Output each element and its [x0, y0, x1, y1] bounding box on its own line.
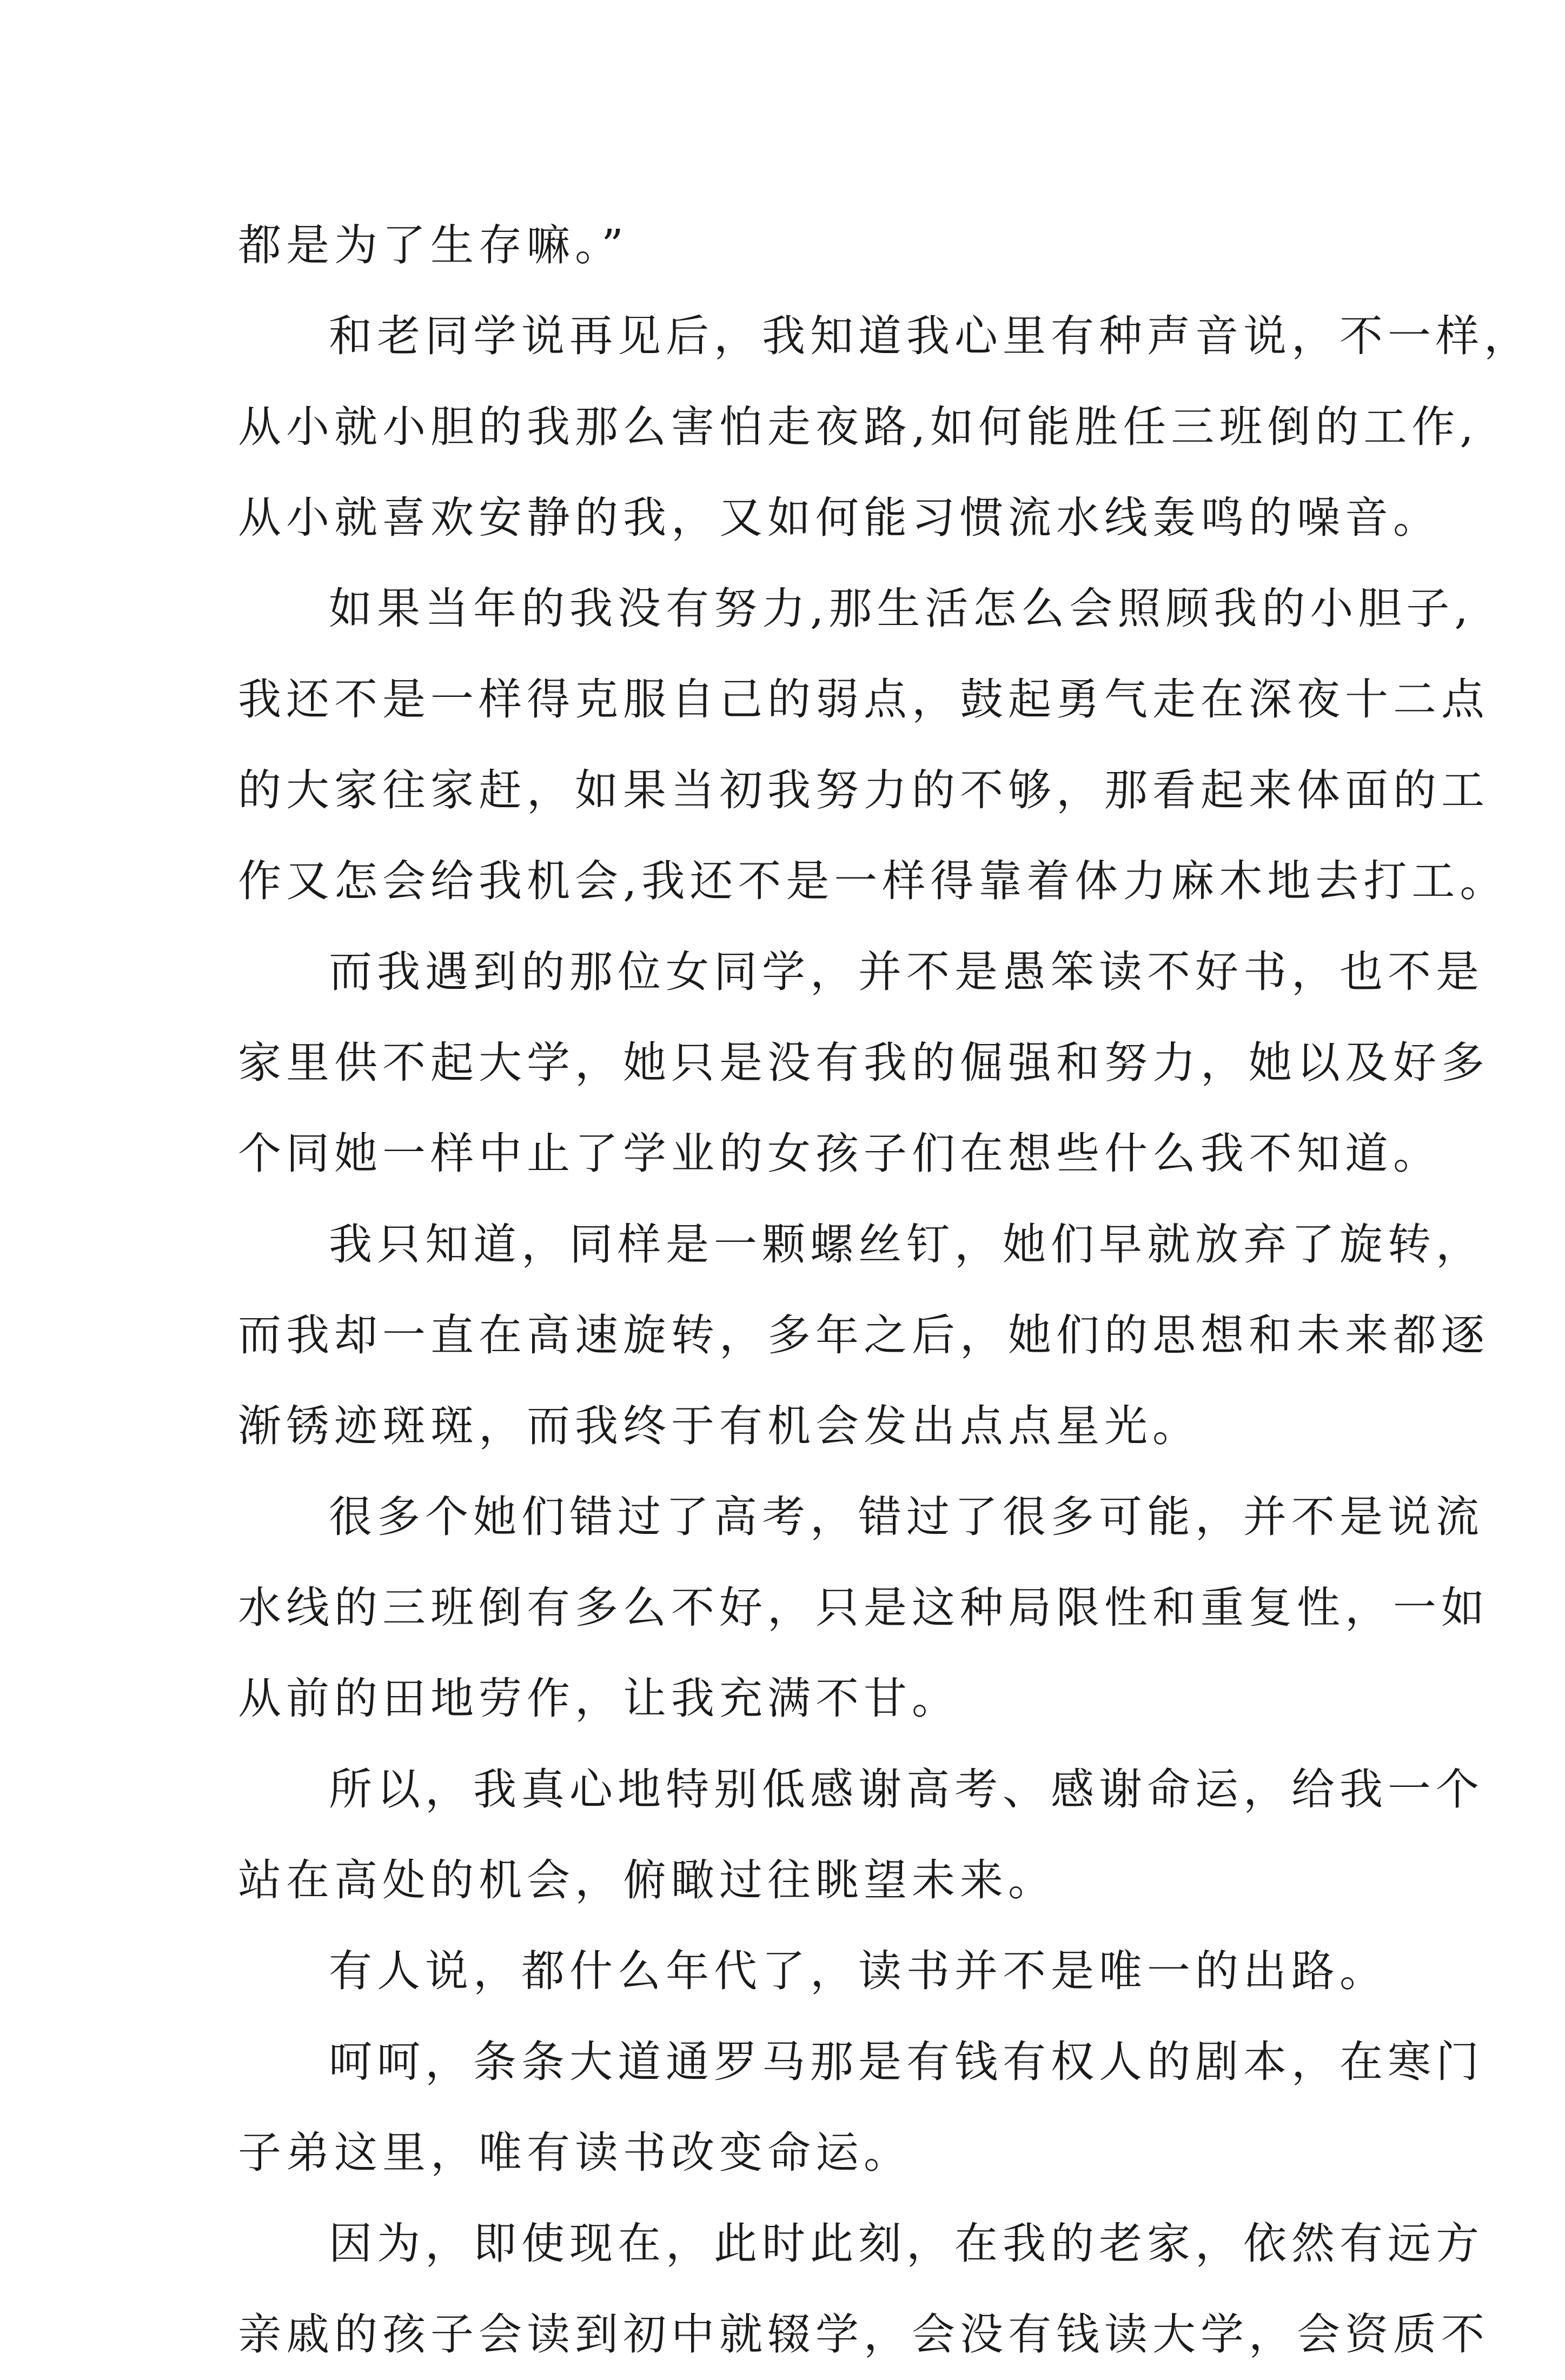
text-line: 从前的田地劳作，让我充满不甘。	[238, 1673, 960, 1724]
text-line: 很多个她们错过了高考，错过了很多可能，并不是说流	[329, 1492, 1484, 1542]
text-line: 呵呵，条条大道通罗马那是有钱有权人的剧本，在寒门	[329, 2037, 1484, 2087]
text-line: 我还不是一样得克服自己的弱点，鼓起勇气走在深夜十二点	[238, 674, 1489, 724]
text-line: 因为，即使现在，此时此刻，在我的老家，依然有远方	[329, 2218, 1484, 2269]
text-line: 而我却一直在高速旋转，多年之后，她们的思想和未来都逐	[238, 1310, 1489, 1360]
text-line: 站在高处的机会，俯瞰过往眺望未来。	[238, 1855, 1056, 1905]
text-line: 所以，我真心地特别低感谢高考、感谢命运，给我一个	[329, 1764, 1484, 1814]
text-line: 我只知道，同样是一颗螺丝钉，她们早就放弃了旋转，	[329, 1219, 1484, 1269]
text-line: 亲戚的孩子会读到初中就辍学，会没有钱读大学，会资质不	[238, 2309, 1489, 2359]
text-line: 都是为了生存嘛。”	[238, 220, 628, 270]
text-line: 家里供不起大学，她只是没有我的倔强和努力，她以及好多	[238, 1038, 1489, 1088]
text-line: 个同她一样中止了学业的女孩子们在想些什么我不知道。	[238, 1128, 1441, 1179]
text-line: 从小就喜欢安静的我，又如何能习惯流水线轰鸣的噪音。	[238, 493, 1441, 543]
text-line: 子弟这里，唯有读书改变命运。	[238, 2128, 912, 2178]
text-line: 而我遇到的那位女同学，并不是愚笨读不好书，也不是	[329, 947, 1484, 997]
text-line: 有人说，都什么年代了，读书并不是唯一的出路。	[329, 1946, 1388, 1996]
document-body	[238, 200, 1532, 2380]
text-line: 的大家往家赶，如果当初我努力的不够，那看起来体面的工	[238, 765, 1489, 815]
text-line: 水线的三班倒有多么不好，只是这种局限性和重复性，一如	[238, 1583, 1489, 1633]
text-line: 渐锈迹斑斑，而我终于有机会发出点点星光。	[238, 1401, 1201, 1451]
text-line: 如果当年的我没有努力,那生活怎么会照顾我的小胆子,	[329, 583, 1473, 634]
text-line: 作又怎会给我机会,我还不是一样得靠着体力麻木地去打工。	[238, 856, 1508, 906]
text-line: 从小就小胆的我那么害怕走夜路,如何能胜任三班倒的工作,	[238, 402, 1478, 452]
text-line: 和老同学说再见后，我知道我心里有种声音说，不一样，	[329, 311, 1532, 361]
